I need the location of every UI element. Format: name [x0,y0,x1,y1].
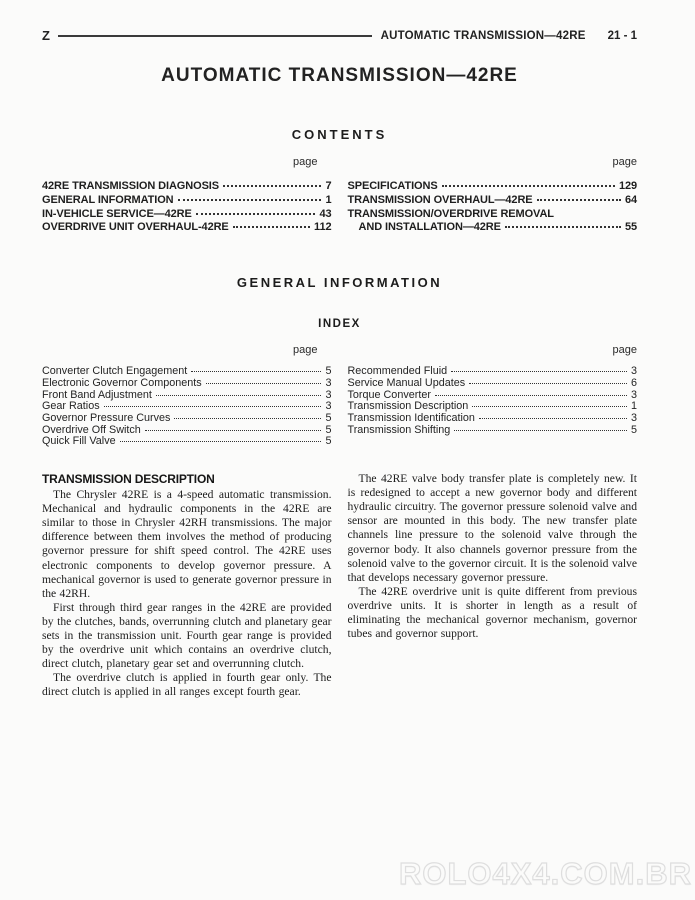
index-entry-label: Service Manual Updates [347,376,466,389]
toc-entry-label: AND INSTALLATION—42RE [358,221,501,234]
dot-leader [206,383,322,384]
index-entry-page: 5 [325,412,332,424]
dot-leader [451,371,627,372]
index-right-column [348,366,638,448]
toc-entry-page: 129 [618,180,637,192]
toc-entry [348,194,638,208]
index-list [42,366,637,448]
index-page-label-row [42,344,637,356]
toc-entry-page: 7 [325,180,332,192]
toc-entry [42,221,332,235]
paragraph: First through third gear ranges in the 42RE are provided by the clutches, bands, overrunning clutch and planetary gear sets in the transmission unit. Fourth gear range is provided by the overdrive unit which contains an overdrive clutch, direct clutch, planetary gear set and overrunning clutch. [42,600,332,671]
article-left-column [42,472,332,699]
page-label-left: page [293,156,318,168]
index-entry-page: 5 [325,365,332,378]
toc-entry-page: 112 [314,221,332,234]
index-entry-label: Transmission Description [347,400,469,413]
page-label-left: page [293,344,318,357]
index-entry-page: 3 [630,365,637,378]
page-label-right: page [612,344,637,357]
toc-entry-label: GENERAL INFORMATION [42,193,174,206]
toc-entry [42,208,332,222]
dot-leader [104,406,322,407]
index-entry-label: Torque Converter [347,388,431,401]
index-heading: INDEX [318,318,361,331]
index-entry-page: 5 [325,435,332,448]
index-entry-page: 5 [325,423,332,436]
header-rule [58,35,371,37]
toc-entry [348,180,638,194]
toc-entry-page: 1 [325,193,332,206]
toc-entry-label: TRANSMISSION/OVERDRIVE REMOVAL [347,207,554,220]
index-entry-label: Transmission Identification [347,412,475,424]
toc-entry [42,180,332,194]
index-entry-label: Recommended Fluid [347,365,448,378]
dot-leader [233,226,310,228]
index-entry-page: 6 [630,376,637,389]
index-entry-page: 1 [630,400,637,413]
dot-leader [435,395,627,396]
paragraph: The 42RE overdrive unit is quite different from previous overdrive units. It is shorter in length as a result of eliminating the mechanical governor mechanism, governor tubes and governor support. [347,584,637,641]
dot-leader [191,371,321,372]
toc-entry-page: 55 [624,221,637,234]
index-entry [42,378,332,390]
contents-page-label-row [42,156,637,168]
paragraph: The Chrysler 42RE is a 4-speed automatic transmission. Mechanical and hydraulic components in the 42RE are similar to those in Chrysler 42RH transmissions. The major difference between them involves the method of producing governor pressure for shift speed control. The 42RE uses electronic components to develop governor pressure. A mechanical governor is used to generate governor pressure in the 42RH. [42,488,332,600]
header-section-title: AUTOMATIC TRANSMISSION—42RE [380,29,586,42]
dot-leader [454,430,627,431]
toc-entry-page: 43 [319,207,332,220]
toc-entry-label: 42RE TRANSMISSION DIAGNOSIS [42,180,219,192]
page-label-right: page [612,156,637,168]
index-left-column [42,366,332,448]
contents-left-column [42,180,332,235]
toc-entry [42,194,332,208]
index-entry-label: Quick Fill Valve [42,435,116,448]
site-watermark: ROLO4X4.COM.BR [398,856,692,891]
toc-entry-label: TRANSMISSION OVERHAUL—42RE [347,193,533,206]
toc-entry-label: OVERDRIVE UNIT OVERHAUL-42RE [42,221,229,234]
contents-right-column [348,180,638,235]
index-entry-label: Gear Ratios [42,400,100,413]
index-entry [42,413,332,425]
running-header [42,28,637,43]
index-entry-label: Front Band Adjustment [42,388,152,401]
dot-leader [145,430,322,431]
index-entry-label: Electronic Governor Components [42,376,202,389]
dot-leader [469,383,627,384]
article-body [42,472,637,699]
dot-leader [178,199,322,201]
dot-leader [156,395,322,396]
contents-list [42,180,637,235]
index-entry [348,413,638,425]
dot-leader [479,418,627,419]
index-entry-label: Overdrive Off Switch [42,423,141,436]
index-entry-label: Converter Clutch Engagement [42,365,188,378]
paragraph: The 42RE valve body transfer plate is completely new. It is redesigned to accept a new governor body and different hydraulic circuitry. The governor pressure solenoid valve and sensor are mounted in this body. The new transfer plate channels line pressure to the solenoid valve through the governor body. It also channels governor pressure from the solenoid valve to the governor circuit. It is the solenoid valve that develops necessary governor pressure. [347,472,637,584]
index-entry-page: 3 [325,400,332,413]
dot-leader [196,213,316,215]
dot-leader [223,185,321,187]
toc-entry [348,208,638,222]
dot-leader [537,199,621,201]
index-entry-label: Transmission Shifting [347,423,451,436]
dot-leader [505,226,621,228]
toc-entry [348,221,638,235]
paragraph: The overdrive clutch is applied in fourth gear only. The direct clutch is applied in all ranges except fourth gear. [42,671,332,699]
index-entry-label: Governor Pressure Curves [42,412,171,424]
index-entry [42,436,332,448]
index-entry-page: 5 [630,423,637,436]
toc-entry-page: 64 [624,193,637,206]
edge-index-letter: Z [42,28,51,43]
index-entry-page: 3 [630,412,637,424]
header-page-number: 21 - 1 [607,29,637,42]
article-right-column [348,472,638,699]
index-entry [348,378,638,390]
contents-heading: CONTENTS [291,127,388,142]
dot-leader [442,185,615,187]
chapter-title: AUTOMATIC TRANSMISSION—42RE [161,65,518,86]
dot-leader [472,406,627,407]
index-entry-page: 3 [325,388,332,401]
index-entry-page: 3 [630,388,637,401]
general-information-heading: GENERAL INFORMATION [236,275,443,291]
dot-leader [120,441,322,442]
dot-leader [174,418,321,419]
toc-entry-label: SPECIFICATIONS [347,180,438,192]
index-entry [348,425,638,437]
index-entry-page: 3 [325,376,332,389]
article-heading: TRANSMISSION DESCRIPTION [42,472,215,487]
toc-entry-label: IN-VEHICLE SERVICE—42RE [42,207,192,220]
